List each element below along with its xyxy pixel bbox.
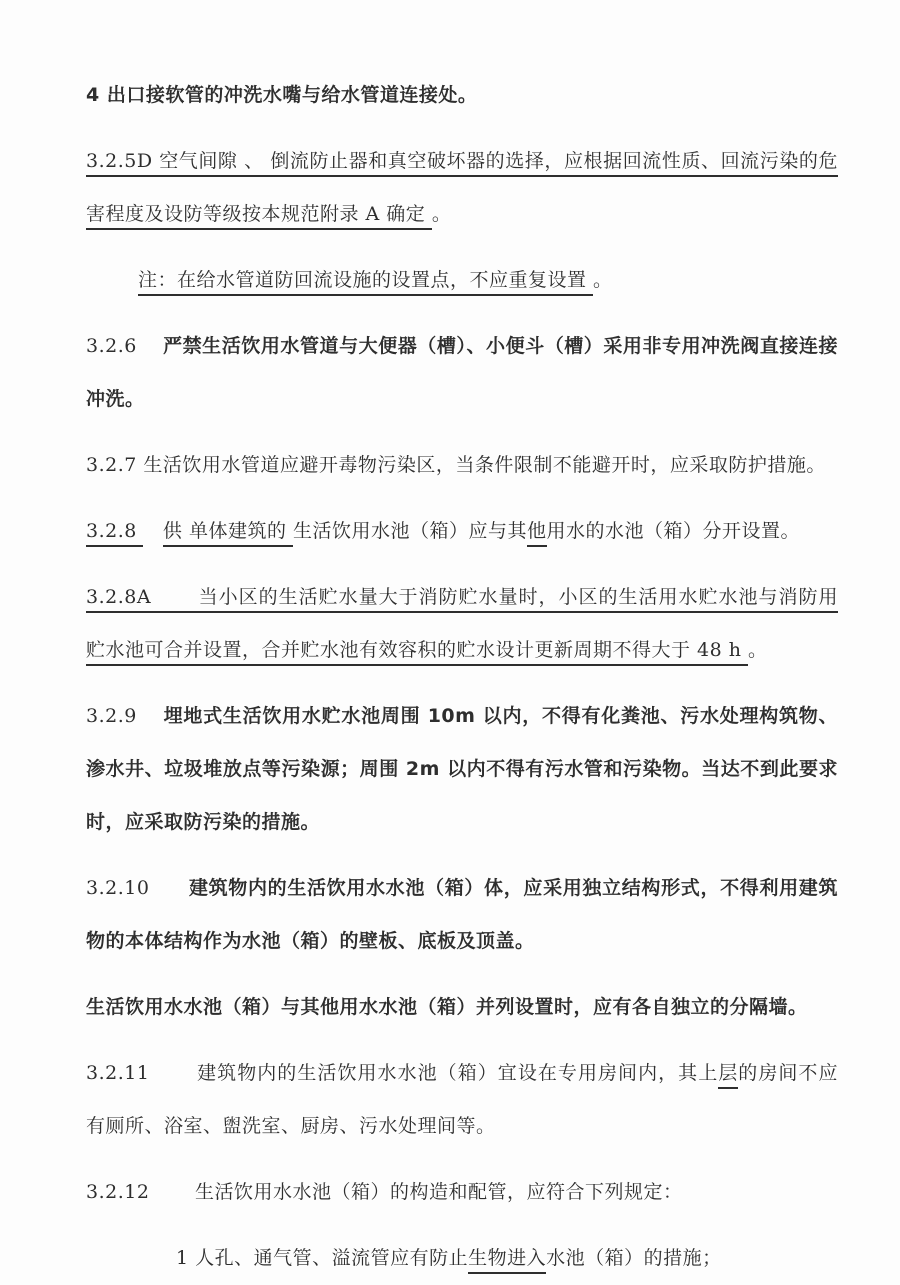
text-segment bbox=[143, 520, 163, 542]
text-segment: 3.2.6 bbox=[86, 335, 164, 357]
paragraph-item-4 bbox=[86, 69, 838, 122]
paragraph-clause-3-2-9 bbox=[86, 690, 838, 849]
text-segment: 3.2.5D 空气间隙 、 倒流防止器和真空破坏器的选择，应根据回流性质、回流污染的危害程度及设防等级按本规范附录 A 确定 bbox=[86, 150, 838, 230]
paragraph-item-3-2-12-1 bbox=[176, 1232, 838, 1285]
text-segment: 严禁生活饮用水管道与大便器（槽）、小便斗（槽）采用非专用冲洗阀直接连接冲洗。 bbox=[86, 335, 838, 410]
text-segment: 层 bbox=[718, 1062, 738, 1089]
text-segment: 3.2.12 生活饮用水水池（箱）的构造和配管，应符合下列规定： bbox=[86, 1181, 683, 1203]
paragraph-clause-3-2-8 bbox=[86, 505, 838, 558]
text-segment: 水池（箱）的措施； bbox=[546, 1247, 722, 1269]
text-segment: 的房间不应有厕所、浴室、盥洗室、厨房、污水处理间等。 bbox=[86, 1062, 838, 1137]
text-segment: 3.2.9 bbox=[86, 705, 164, 727]
text-segment: 生物进入 bbox=[468, 1247, 546, 1274]
text-segment: 生活饮用水池（箱）应与其 bbox=[293, 520, 528, 542]
text-segment: 建筑物内的生活饮用水水池（箱）体，应采用独立结构形式，不得利用建筑物的本体结构作为水池（箱）的壁板、底板及顶盖。 bbox=[86, 877, 838, 952]
text-segment: 4 出口接软管的冲洗水嘴与给水管道连接处。 bbox=[86, 84, 478, 106]
text-segment: 3.2.8A 当小区的生活贮水量大于消防贮水量时，小区的生活用水贮水池与消防用贮水池可合并设置，合并贮水池有效容积的贮水设计更新周期不得大于 48 h bbox=[86, 586, 838, 666]
text-segment: 3.2.11 建筑物内的生活饮用水水池（箱）宜设在专用房间内，其上 bbox=[86, 1062, 719, 1084]
text-segment: 生活饮用水水池（箱）与其他用水水池（箱）并列设置时，应有各自独立的分隔墙。 bbox=[86, 996, 808, 1018]
paragraph-clause-3-2-10 bbox=[86, 862, 838, 968]
paragraph-para-3-2-10-continuation bbox=[86, 981, 838, 1034]
text-segment: 3.2.10 bbox=[86, 877, 189, 899]
paragraph-clause-3-2-5D bbox=[86, 135, 838, 241]
text-segment: 供 单体建筑的 bbox=[163, 520, 293, 547]
document-body bbox=[86, 69, 838, 1285]
text-segment: 。 bbox=[431, 203, 452, 225]
paragraph-clause-3-2-11 bbox=[86, 1047, 838, 1153]
text-segment: 用水的水池（箱）分开设置。 bbox=[546, 520, 801, 542]
text-segment: 埋地式生活饮用水贮水池周围 10m 以内，不得有化粪池、污水处理构筑物、渗水井、垃圾堆放点等污染源；周围 2m 以内不得有污水管和污染物。当达不到此要求时，应采取防污染的措施。 bbox=[86, 705, 838, 833]
text-segment: 。 bbox=[593, 269, 613, 291]
text-segment: 他 bbox=[527, 520, 547, 547]
text-segment: 注：在给水管道防回流设施的设置点，不应重复设置 bbox=[138, 269, 593, 296]
paragraph-clause-3-2-12 bbox=[86, 1166, 838, 1219]
paragraph-note-3-2-5D bbox=[138, 254, 838, 307]
paragraph-clause-3-2-6 bbox=[86, 320, 838, 426]
text-segment: 3.2.7 生活饮用水管道应避开毒物污染区，当条件限制不能避开时，应采取防护措施。 bbox=[86, 454, 826, 476]
paragraph-clause-3-2-8A bbox=[86, 571, 838, 677]
text-segment: 。 bbox=[748, 639, 768, 661]
text-segment: 1 人孔、通气管、溢流管应有防止 bbox=[176, 1247, 469, 1269]
paragraph-clause-3-2-7 bbox=[86, 439, 838, 492]
text-segment: 3.2.8 bbox=[86, 520, 143, 547]
